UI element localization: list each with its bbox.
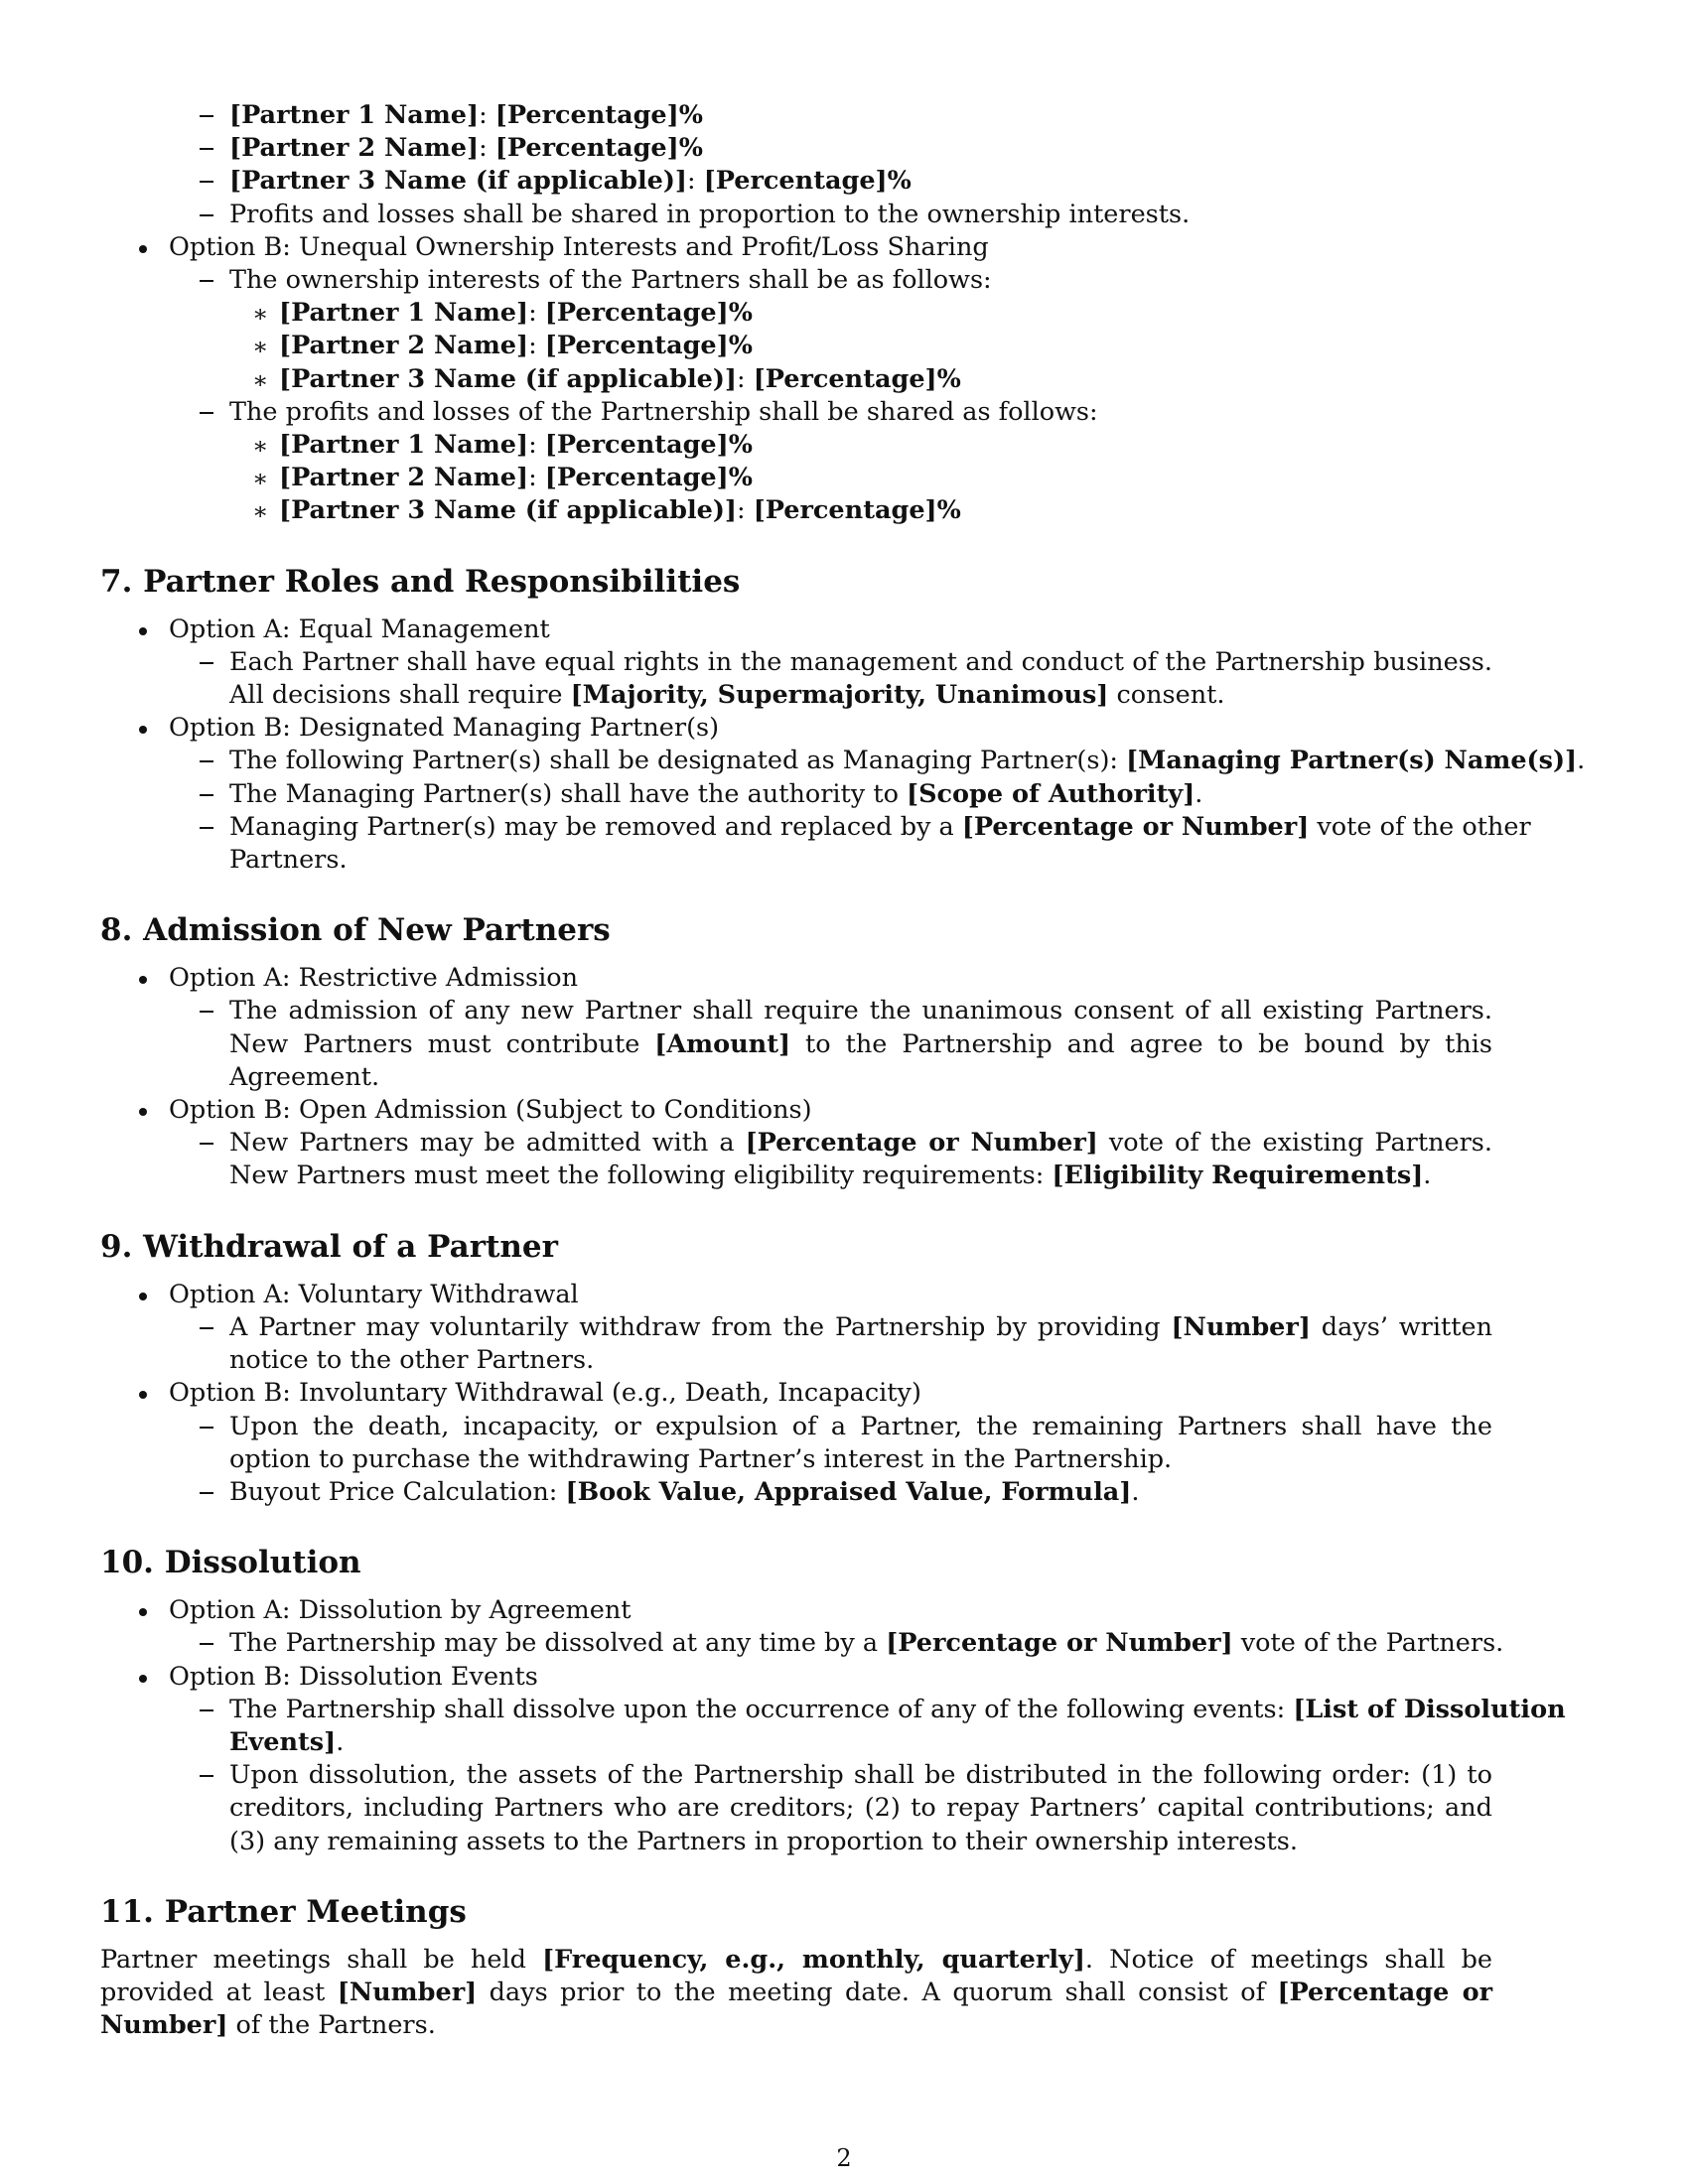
document-page <box>100 99 1590 2042</box>
bullet-icon <box>139 245 147 253</box>
list-item: ∗ [Partner 2 Name]: [Percentage]% <box>100 330 1590 362</box>
asterisk-bullet-icon: ∗ <box>252 300 269 329</box>
list-item <box>100 199 1590 231</box>
option-item: Option B: Designated Managing Partner(s) <box>100 712 1590 745</box>
page-number: 2 <box>836 2144 852 2172</box>
list-item: Upon dissolution, the assets of the Partnership shall be distributed in the following order: (1) to creditors, including Partners who are creditors; (2) to repay Partners’ capital contributions; and (3) any remaining assets to the Partners in proportion to their ownership interests. <box>100 1759 1590 1858</box>
dash-bullet-icon <box>200 148 213 150</box>
dash-bullet-icon <box>200 794 213 796</box>
section-11 <box>100 1892 1590 1932</box>
bullet-icon <box>139 1293 147 1300</box>
option-item: Option A: Dissolution by Agreement <box>100 1594 1590 1627</box>
option-item: Option B: Involuntary Withdrawal (e.g., Death, Incapacity) <box>100 1377 1590 1410</box>
list-item: New Partners may be admitted with a [Percentage or Number] vote of the existing Partners. New Partners must meet the following eligibility requirements: [Eligibility Requirements]. <box>100 1127 1590 1192</box>
dash-bullet-icon <box>200 1427 213 1429</box>
percentage: [Percentage]% <box>703 166 912 197</box>
list-item: The Partnership shall dissolve upon the occurrence of any of the following events: [List of Dissolution Events]. <box>100 1694 1590 1759</box>
list-item: Each Partner shall have equal rights in the management and conduct of the Partnership business. All decisions shall require [Majority, Supermajority, Unanimous] consent. <box>100 646 1590 712</box>
bullet-icon <box>139 976 147 984</box>
dash-bullet-icon <box>200 115 213 117</box>
dash-bullet-icon <box>200 1011 213 1013</box>
bullet-icon <box>139 1108 147 1116</box>
dash-bullet-icon <box>200 280 213 282</box>
section-heading: 7. Partner Roles and Responsibilities <box>100 563 741 600</box>
section-heading: 10. Dissolution <box>100 1545 361 1581</box>
dash-bullet-icon <box>200 760 213 762</box>
dash-bullet-icon <box>200 1709 213 1711</box>
list-item: [Partner 2 Name]: [Percentage]% <box>100 132 1590 165</box>
option-item <box>100 231 1590 264</box>
list-item: The admission of any new Partner shall require the unanimous consent of all existing Partners. New Partners must contribute [Amount] to the Partnership and agree to be bound by this Agreement. <box>100 995 1590 1094</box>
dash-bullet-icon <box>200 1143 213 1145</box>
list-item: The profits and losses of the Partnership shall be shared as follows: <box>100 396 1590 429</box>
partner-name: [Partner 1 Name] <box>229 100 480 130</box>
asterisk-bullet-icon: ∗ <box>252 432 269 461</box>
dash-bullet-icon <box>200 412 213 414</box>
dash-bullet-icon <box>200 214 213 216</box>
list-item: Managing Partner(s) may be removed and replaced by a [Percentage or Number] vote of the other Partners. <box>100 811 1590 877</box>
section-9 <box>100 1227 1590 1267</box>
option-item: Option A: Restrictive Admission <box>100 962 1590 995</box>
dash-bullet-icon <box>200 827 213 829</box>
percentage: [Percentage]% <box>494 133 703 164</box>
option-item: Option A: Equal Management <box>100 614 1590 646</box>
section-7 <box>100 562 1590 602</box>
section-10 <box>100 1543 1590 1582</box>
option-label: Option B: Unequal Ownership Interests and Profit/Loss Sharing <box>169 231 989 262</box>
bullet-icon <box>139 1675 147 1683</box>
list-item: Upon the death, incapacity, or expulsion of a Partner, the remaining Partners shall have the option to purchase the withdrawing Partner’s interest in the Partnership. <box>100 1411 1590 1476</box>
dash-bullet-icon <box>200 1327 213 1329</box>
dash-bullet-icon <box>200 1492 213 1494</box>
bullet-icon <box>139 627 147 635</box>
list-item: [Partner 3 Name (if applicable)]: [Percentage]% <box>100 165 1590 198</box>
bullet-icon <box>139 1608 147 1616</box>
list-item: The following Partner(s) shall be designated as Managing Partner(s): [Managing Partner(s) Name(s)]. <box>100 745 1590 777</box>
dash-bullet-icon <box>200 1643 213 1645</box>
list-item: ∗ [Partner 3 Name (if applicable)]: [Percentage]% <box>100 494 1590 527</box>
percentage: [Percentage]% <box>494 100 703 130</box>
list-item: [Partner 1 Name]: [Percentage]% <box>100 99 1590 132</box>
option-item: Option A: Voluntary Withdrawal <box>100 1279 1590 1311</box>
list-item: ∗ [Partner 2 Name]: [Percentage]% <box>100 462 1590 494</box>
list-item: ∗ [Partner 1 Name]: [Percentage]% <box>100 297 1590 330</box>
dash-bullet-icon <box>200 181 213 183</box>
asterisk-bullet-icon: ∗ <box>252 365 269 394</box>
bullet-icon <box>139 726 147 734</box>
profits-note: Profits and losses shall be shared in proportion to the ownership interests. <box>229 199 1191 229</box>
section-heading: 8. Admission of New Partners <box>100 912 611 949</box>
dash-bullet-icon <box>200 662 213 664</box>
option-item: Option B: Open Admission (Subject to Conditions) <box>100 1094 1590 1127</box>
list-item: The Managing Partner(s) shall have the authority to [Scope of Authority]. <box>100 778 1590 811</box>
paragraph: Partner meetings shall be held [Frequency, e.g., monthly, quarterly]. Notice of meetings shall be provided at least [Number] days prior to the meeting date. A quorum shall consist of [Percentage or Number] of the Partners. <box>100 1944 1493 2041</box>
list-item: Buyout Price Calculation: [Book Value, Appraised Value, Formula]. <box>100 1476 1590 1509</box>
dash-bullet-icon <box>200 1775 213 1777</box>
list-item: ∗ [Partner 1 Name]: [Percentage]% <box>100 429 1590 462</box>
asterisk-bullet-icon: ∗ <box>252 333 269 361</box>
section-8 <box>100 910 1590 950</box>
list-item: The Partnership may be dissolved at any time by a [Percentage or Number] vote of the Partners. <box>100 1627 1590 1660</box>
list-item: ∗ [Partner 3 Name (if applicable)]: [Percentage]% <box>100 363 1590 396</box>
section-heading: 11. Partner Meetings <box>100 1893 467 1930</box>
option-item: Option B: Dissolution Events <box>100 1661 1590 1694</box>
asterisk-bullet-icon: ∗ <box>252 465 269 493</box>
section-heading: 9. Withdrawal of a Partner <box>100 1228 558 1265</box>
partner-name: [Partner 2 Name] <box>229 133 480 164</box>
bullet-icon <box>139 1391 147 1399</box>
list-item: A Partner may voluntarily withdraw from the Partnership by providing [Number] days’ written notice to the other Partners. <box>100 1311 1590 1377</box>
asterisk-bullet-icon: ∗ <box>252 497 269 526</box>
list-item: The ownership interests of the Partners shall be as follows: <box>100 264 1590 297</box>
partner-name: [Partner 3 Name (if applicable)] <box>229 166 687 197</box>
